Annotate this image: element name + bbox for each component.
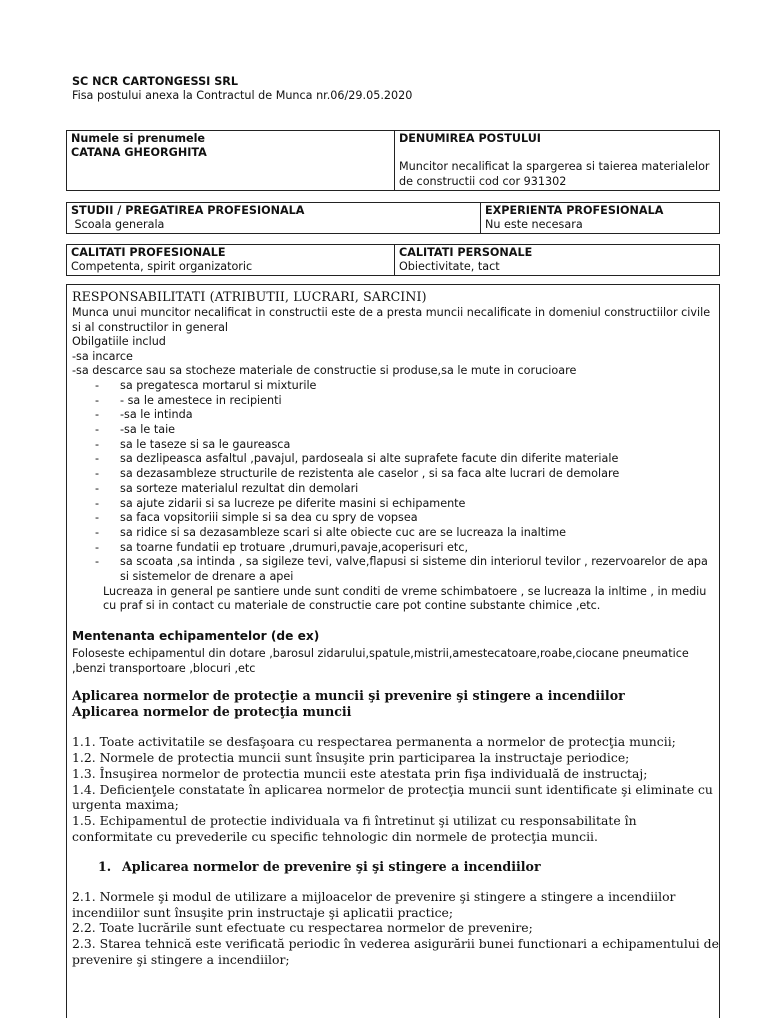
safety-subtitle: Aplicarea normelor de protecţia muncii [72,704,352,720]
studies-cell [67,203,481,234]
fire-items [72,889,719,968]
work-environment: Lucreaza in general pe santiere unde sunt conditi de vreme schimbatoere , se lucreaza la inltime , in mediu cu praf si in contact cu materiale de constructie care pot contine substante chimice ,etc. [103,584,707,613]
qualities-table [66,244,720,276]
list-item: - -sa le intinda [72,408,719,423]
list-item: - sa ridice si sa dezasambleze scari si alte obiecte cuc are se lucreaza la inaltime [72,526,719,541]
experience-cell [481,203,720,234]
maintenance-text: Foloseste echipamentul din dotare ,barosul zidarului,spatule,mistrii,amestecatoare,roabe,ciocane pneumatice ,benzi transportoare ,blocuri ,etc [72,647,689,675]
responsibilities-title: RESPONSABILITATI (ATRIBUTII, LUCRARI, SARCINI) [72,289,427,304]
load-line: -sa incarce [72,349,133,363]
list-item: - sa scoata ,sa intinda , sa sigileze tevi, valve,flapusi si sisteme din interiorul tevilor , rezervoarelor de apa si sistemelor de drenare a apei [72,555,719,584]
list-item: - sa pregatesca mortarul si mixturile [72,379,719,394]
list-item: - -sa le taie [72,423,719,438]
list-item: 2.2. Toate lucrările sunt efectuate cu respectarea normelor de prevenire; [72,920,533,936]
list-item: 2.3. Starea tehnică este verificată periodic în vederea asigurării bunei functionari a echipamentului de prevenire şi stingere a incendiilor; [72,936,719,967]
safety-items [72,734,719,845]
company-name: SC NCR CARTONGESSI SRL [72,75,239,88]
responsibilities-section [66,284,720,1018]
list-item: - sa dezlipeasca asfaltul ,pavajul, pardoseala si alte suprafete facute din diferite materiale [72,452,719,467]
name-value: CATANA GHEORGHITA [71,146,207,160]
list-item: - sa dezasambleze structurile de rezistenta ale caselor , si sa faca alte lucrari de demolare [72,467,719,482]
unload-line: -sa descarce sau sa stocheze materiale de constructie si produse,sa le mute in corucioare [72,364,577,378]
list-item: 1.2. Normele de protectia muncii sunt însuşite prin participarea la instructaje periodice; [72,749,630,765]
studies-label: STUDII / PREGATIREA PROFESIONALA [71,204,305,217]
list-item: 1.4. Deficienţele constatate în aplicarea normelor de protecţia muncii sunt identificate şi eliminate cu urgenta maxima; [72,781,713,813]
studies-value: Scoala generala [71,218,165,232]
maintenance-title: Mentenanta echipamentelor (de ex) [72,629,320,643]
list-item: - sa faca vopsitoriii simple si sa dea cu spry de vopsea [72,511,719,526]
list-item: 2.1. Normele şi modul de utilizare a mijloacelor de prevenire şi stingere a stingere a incendiilor incendiilor sunt însuşite prin instructaje şi aplicatii practice; [72,888,676,920]
safety-title: Aplicarea normelor de protecţie a muncii şi prevenire şi stingere a incendiilor [72,688,625,704]
list-item: - sa toarne fundatii ep trotuare ,drumuri,pavaje,acoperisuri etc, [72,541,719,556]
pers-qualities-label: CALITATI PERSONALE [399,246,533,259]
responsibilities-intro: Munca unui muncitor necalificat in constructii este de a presta muncii necalificate in domeniul constructiilor civile si al constructilor in general [72,306,711,334]
fire-number: 1. [98,858,112,874]
prof-qualities-value: Competenta, spirit organizatoric [71,260,253,274]
studies-table [66,202,720,234]
employee-table [66,130,720,191]
post-label: DENUMIREA POSTULUI [399,132,541,145]
experience-value: Nu este necesara [485,218,583,232]
employee-name-cell [67,131,395,191]
name-label: Numele si prenumele [71,132,205,145]
post-cell [395,131,720,191]
pers-qualities-cell [395,245,720,276]
list-item: 1.3. Însuşirea normelor de protectia muncii este atestata prin fişa individuală de instructaj; [72,765,648,781]
list-item: 1.5. Echipamentul de protectie individuala va fi întretinut şi utilizat cu responsabilitate în conformitate cu prevederile cu specific tehnologic din normele de protecţia muncii. [72,813,637,844]
list-item: - sa ajute zidarii si sa lucreze pe diferite masini si echipamente [72,497,719,512]
list-item: - sa sorteze materialul rezultat din demolari [72,482,719,497]
list-item: - sa le taseze si sa le gaureasca [72,438,719,453]
fire-title-text: Aplicarea normelor de prevenire şi şi stingere a incendiilor [122,858,541,874]
obligations-line: Obilgatiile includ [72,335,166,349]
experience-label: EXPERIENTA PROFESIONALA [485,204,664,217]
post-value: Muncitor necalificat la spargerea si taierea materialelor de constructii cod cor 931302 [399,160,710,188]
duties-list [72,379,719,585]
list-item: - - sa le amestece in recipienti [72,394,719,409]
prof-qualities-cell [67,245,395,276]
document-subtitle: Fisa postului anexa la Contractul de Munca nr.06/29.05.2020 [72,89,413,102]
pers-qualities-value: Obiectivitate, tact [399,260,500,274]
list-item: 1.1. Toate activitatile se desfaşoara cu respectarea permanenta a normelor de protecţia muncii; [72,734,676,750]
prof-qualities-label: CALITATI PROFESIONALE [71,246,226,259]
fire-title [72,859,719,875]
